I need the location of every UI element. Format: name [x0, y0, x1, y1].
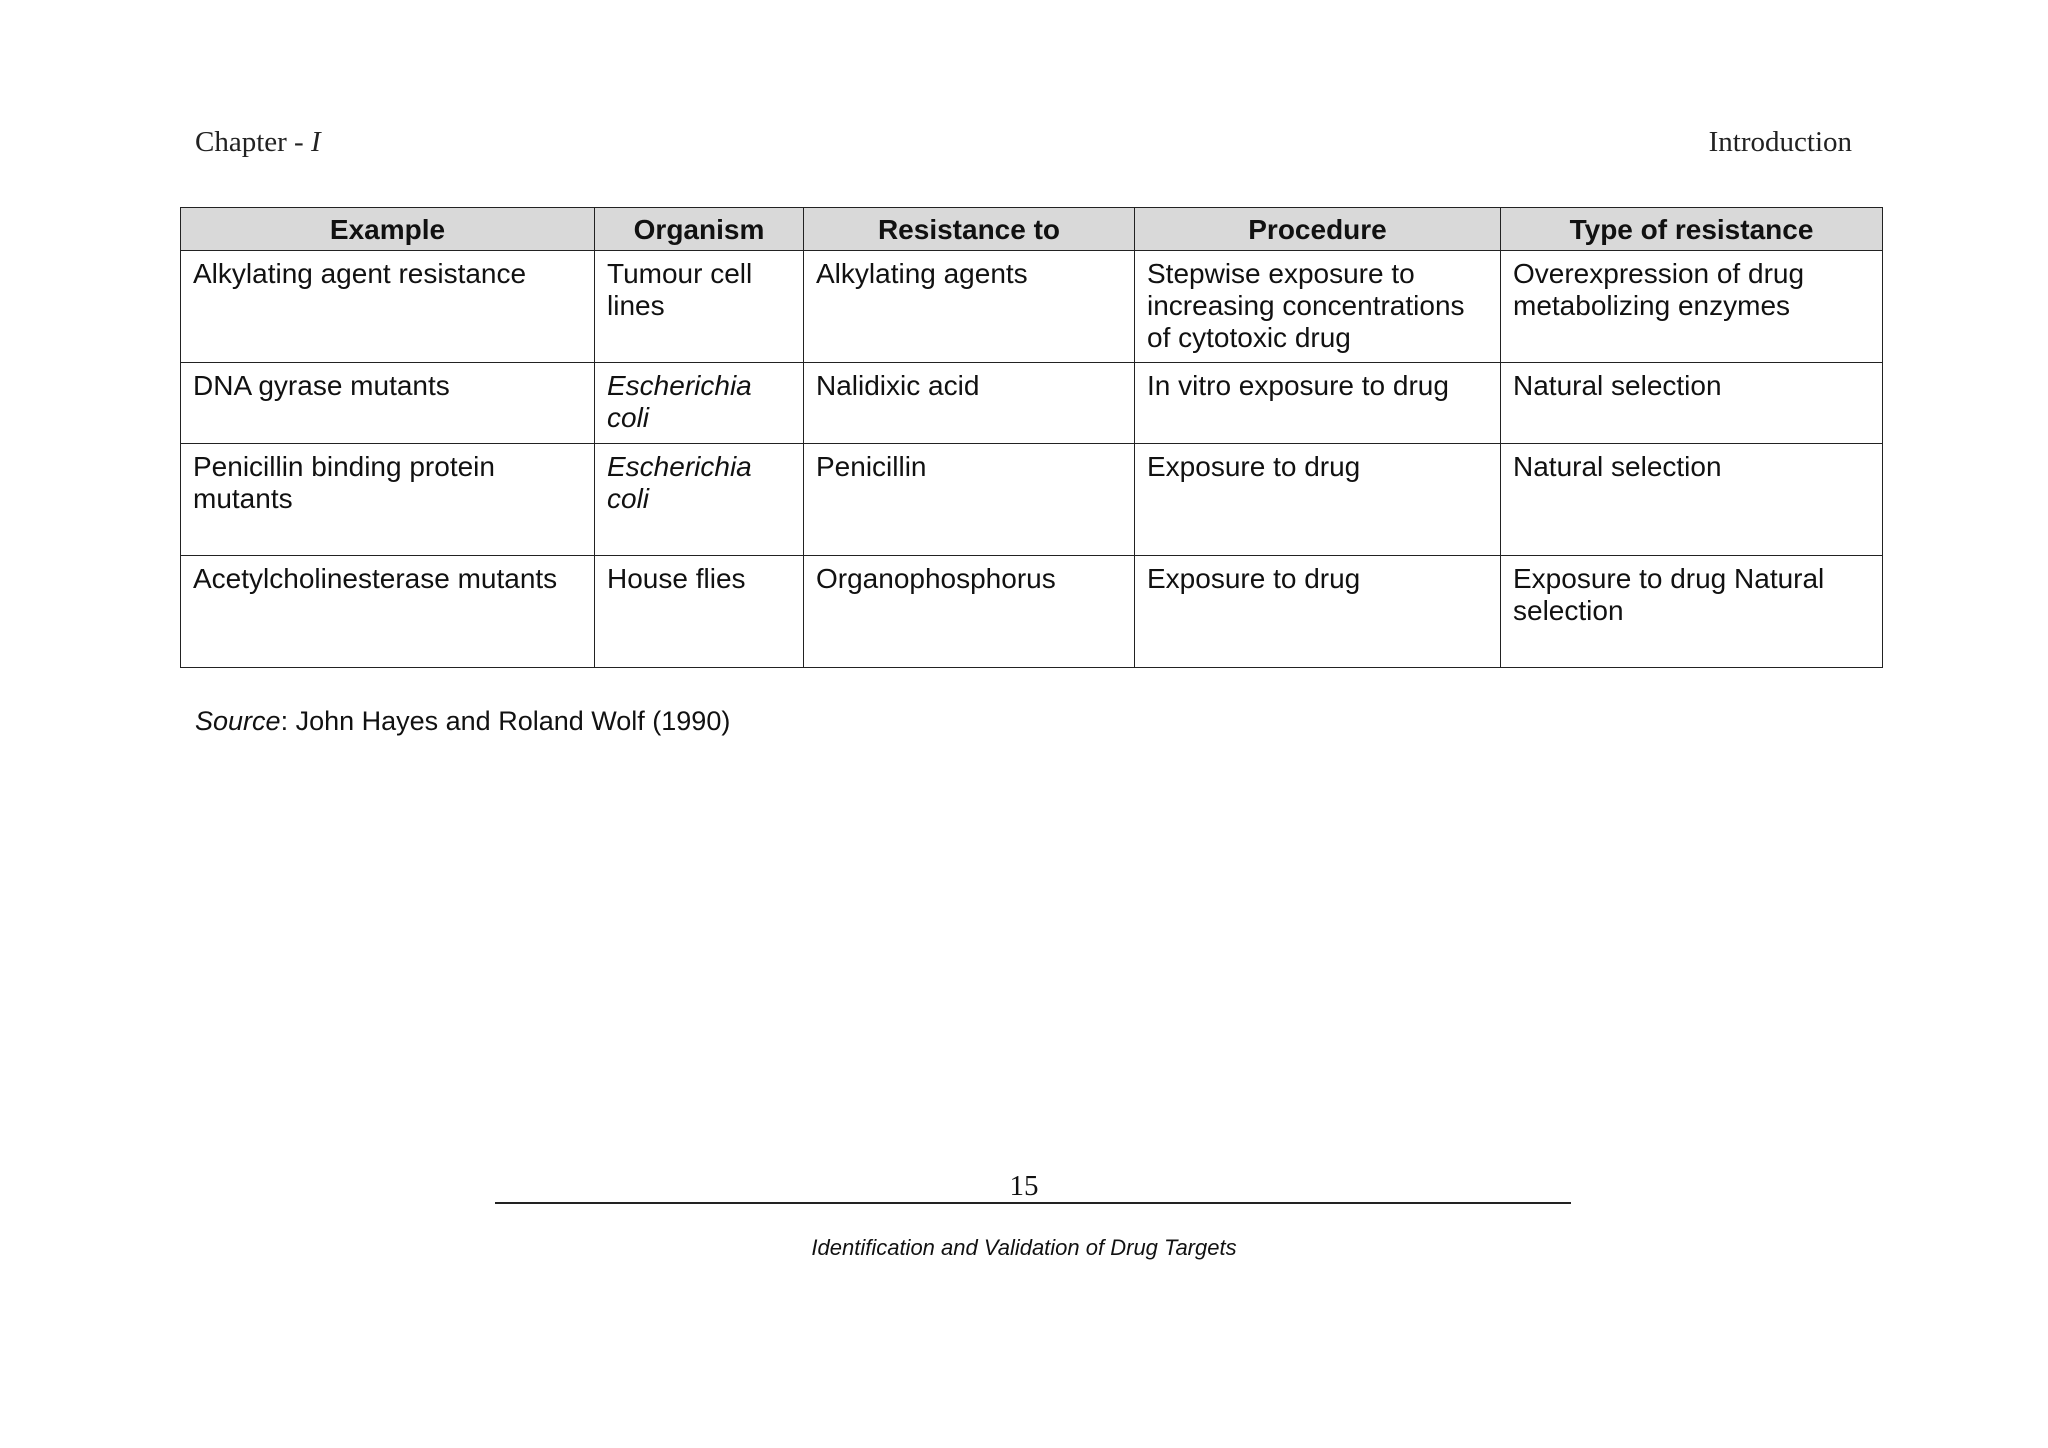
- cell-organism: House flies: [595, 556, 804, 668]
- cell-procedure: In vitro exposure to drug: [1135, 363, 1501, 444]
- cell-example: Alkylating agent resistance: [181, 251, 595, 363]
- chapter-label: Chapter -: [195, 126, 304, 158]
- cell-example: Penicillin binding protein mutants: [181, 444, 595, 556]
- cell-example: Acetylcholinesterase mutants: [181, 556, 595, 668]
- source-note: [195, 706, 730, 737]
- cell-type-of-resistance: Natural selection: [1501, 363, 1883, 444]
- column-header-type-of-resistance: Type of resistance: [1501, 208, 1883, 251]
- cell-resistance-to: Nalidixic acid: [804, 363, 1135, 444]
- cell-type-of-resistance: Overexpression of drug metabolizing enzymes: [1501, 251, 1883, 363]
- cell-organism: Tumour cell lines: [595, 251, 804, 363]
- column-header-resistance-to: Resistance to: [804, 208, 1135, 251]
- column-header-example: Example: [181, 208, 595, 251]
- cell-type-of-resistance: Natural selection: [1501, 444, 1883, 556]
- source-text: : John Hayes and Roland Wolf (1990): [280, 706, 731, 736]
- table-row: [181, 556, 1883, 668]
- table-row: [181, 444, 1883, 556]
- page-number: 15: [1009, 1170, 1039, 1202]
- cell-procedure: Exposure to drug: [1135, 444, 1501, 556]
- table-header-row: [181, 208, 1883, 251]
- cell-organism: Escherichia coli: [595, 363, 804, 444]
- cell-procedure: Stepwise exposure to increasing concentrations of cytotoxic drug: [1135, 251, 1501, 363]
- cell-organism: Escherichia coli: [595, 444, 804, 556]
- footer-book-title: Identification and Validation of Drug Targets: [811, 1235, 1237, 1260]
- cell-procedure: Exposure to drug: [1135, 556, 1501, 668]
- running-head-chapter: [195, 126, 321, 159]
- chapter-number: I: [310, 126, 321, 158]
- resistance-table: [180, 207, 1883, 668]
- footer-divider: [495, 1202, 1571, 1204]
- column-header-organism: Organism: [595, 208, 804, 251]
- cell-resistance-to: Alkylating agents: [804, 251, 1135, 363]
- cell-example: DNA gyrase mutants: [181, 363, 595, 444]
- table-row: [181, 363, 1883, 444]
- source-label: Source: [195, 706, 281, 736]
- cell-type-of-resistance: Exposure to drug Natural selection: [1501, 556, 1883, 668]
- cell-resistance-to: Organophosphorus: [804, 556, 1135, 668]
- column-header-procedure: Procedure: [1135, 208, 1501, 251]
- table-row: [181, 251, 1883, 363]
- running-head-section: Introduction: [1708, 126, 1852, 158]
- cell-resistance-to: Penicillin: [804, 444, 1135, 556]
